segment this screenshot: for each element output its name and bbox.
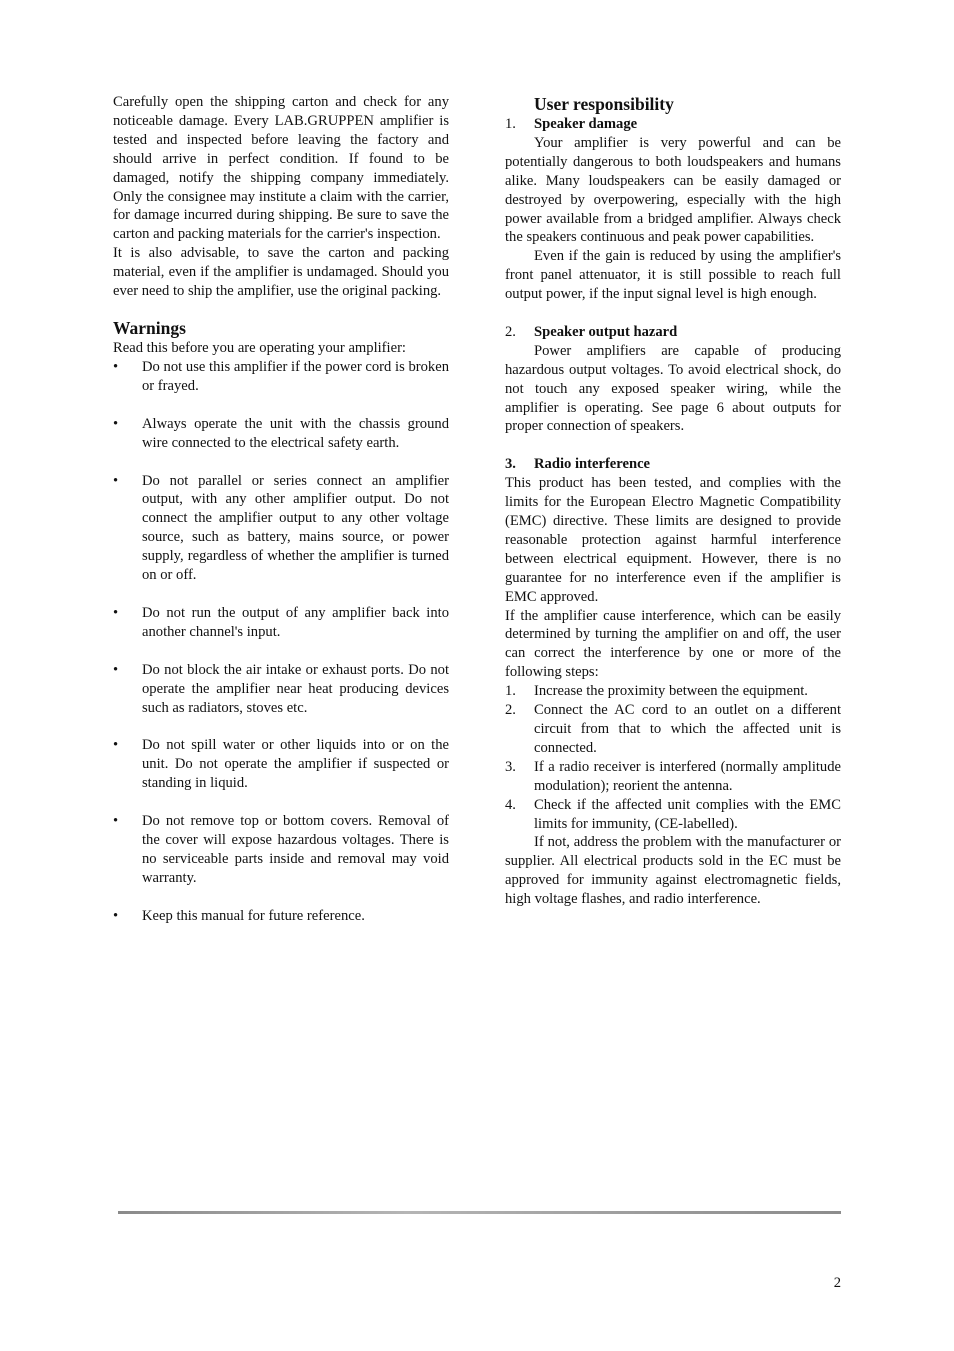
section-heading-speaker-output-hazard [505,323,841,342]
interference-steps-list [505,682,841,833]
step-text: If a radio receiver is interfered (normally amplitude modulation); reorient the antenna. [534,758,841,794]
radio-interference-paragraph-3: If not, address the problem with the manufacturer or supplier. All electrical products sold in the EC must be approved for immunity against electromagnetic fields, high voltage flashes, and radio interference. [505,834,841,908]
step-number: 4. [505,796,516,813]
warning-text: Do not remove top or bottom covers. Removal of the cover will expose hazardous voltages. There is no serviceable parts inside and removal may void warranty. [142,813,449,886]
step-number: 2. [505,702,516,719]
list-item [505,758,841,796]
bullet-marker: • [113,472,119,489]
section-heading-speaker-damage [505,115,841,134]
section-heading-radio-interference [505,455,841,474]
section-title: Speaker damage [534,116,638,132]
intro-paragraph-2: It is also advisable, to save the carton and packing material, even if the amplifier is undamaged. Should you ever need to ship the amplifier, use the original packing. [113,245,449,300]
list-item [505,796,841,834]
section-number: 2. [505,323,516,340]
bullet-marker: • [113,358,119,375]
warning-text: Do not spill water or other liquids into or on the unit. Do not operate the amplifier if suspected or standing in liquid. [142,737,449,792]
speaker-damage-paragraph-2: Even if the gain is reduced by using the amplifier's front panel attenuator, it is still possible to reach full output power, if the input signal level is high enough. [505,248,841,303]
radio-interference-paragraph-1: This product has been tested, and complies with the limits for the European Electro Magnetic Compatibility (EMC) directive. These limits are designed to provide reasonable protection against harmful interference between electrical equipment. However, there is no guarantee for no interference even if the amplifier is EMC approved. [505,475,841,605]
step-text: Increase the proximity between the equipment. [534,683,808,700]
page-number: 2 [833,1275,841,1291]
section-title: Speaker output hazard [534,323,678,340]
left-column [113,93,449,926]
radio-interference-paragraph-2: If the amplifier cause interference, which can be easily determined by turning the amplifier on and off, the user can correct the interference by one or more of the following steps: [505,607,841,681]
list-item [113,358,449,396]
warnings-lead: Read this before you are operating your amplifier: [113,339,406,356]
list-item [113,907,449,926]
step-text: Connect the AC cord to an outlet on a different circuit from that to which the affected unit is connected. [534,702,841,756]
speaker-output-hazard-paragraph: Power amplifiers are capable of producing hazardous output voltages. To avoid electrical shock, do not touch any exposed speaker wiring, while the amplifier is operating. See page 6 about outputs for proper connection of speakers. [505,342,841,435]
step-number: 3. [505,758,516,775]
section-number: 3. [505,456,516,473]
speaker-damage-paragraph-1: Your amplifier is very powerful and can be potentially dangerous to both loudspeakers and humans alike. Many loudspeakers can be easily damaged or destroyed by overpowering, especially with the high power available from a bridged amplifier. Always check the speakers continuous and peak power capabilities. [505,134,841,246]
warning-text: Do not parallel or series connect an amplifier output, with any other amplifier output. Do not connect the amplifier output to any other voltage source, such as battery, mains source, or power supply, regardless of whether the amplifier is turned on or off. [142,472,449,584]
list-item [113,661,449,718]
bullet-marker: • [113,737,119,754]
intro-paragraph-1: Carefully open the shipping carton and check for any noticeable damage. Every LAB.GRUPPEN amplifier is tested and inspected before leaving the factory and should arrive in perfect condition. If found to be damaged, notify the shipping company immediately. Only the consignee may institute a claim with the carrier, for damage incurred during shipping. Be sure to save the carton and packing materials for the carrier's inspection. [113,94,449,243]
right-column [505,93,841,909]
warnings-heading: Warnings [113,317,186,338]
step-text: Check if the affected unit complies with the EMC limits for immunity, (CE-labelled). [534,796,841,832]
list-item [113,736,449,793]
list-item [113,812,449,888]
warnings-list [113,358,449,926]
warning-text: Keep this manual for future reference. [142,907,365,924]
warning-text: Always operate the unit with the chassis ground wire connected to the electrical safety earth. [142,415,449,451]
list-item [505,682,841,701]
bullet-marker: • [113,661,119,678]
warning-text: Do not run the output of any amplifier back into another channel's input. [142,604,449,640]
list-item [505,701,841,758]
bullet-marker: • [113,907,119,924]
warning-text: Do not use this amplifier if the power cord is broken or frayed. [142,358,449,394]
section-number: 1. [505,116,516,132]
warning-text: Do not block the air intake or exhaust ports. Do not operate the amplifier near heat producing devices such as radiators, stoves etc. [142,661,449,716]
bullet-marker: • [113,604,119,621]
list-item [113,472,449,585]
list-item [113,604,449,642]
footer-rule [118,1211,841,1214]
user-responsibility-heading: User responsibility [534,94,674,114]
step-number: 1. [505,683,516,700]
bullet-marker: • [113,813,119,830]
list-item [113,415,449,453]
section-title: Radio interference [534,456,651,473]
bullet-marker: • [113,415,119,432]
